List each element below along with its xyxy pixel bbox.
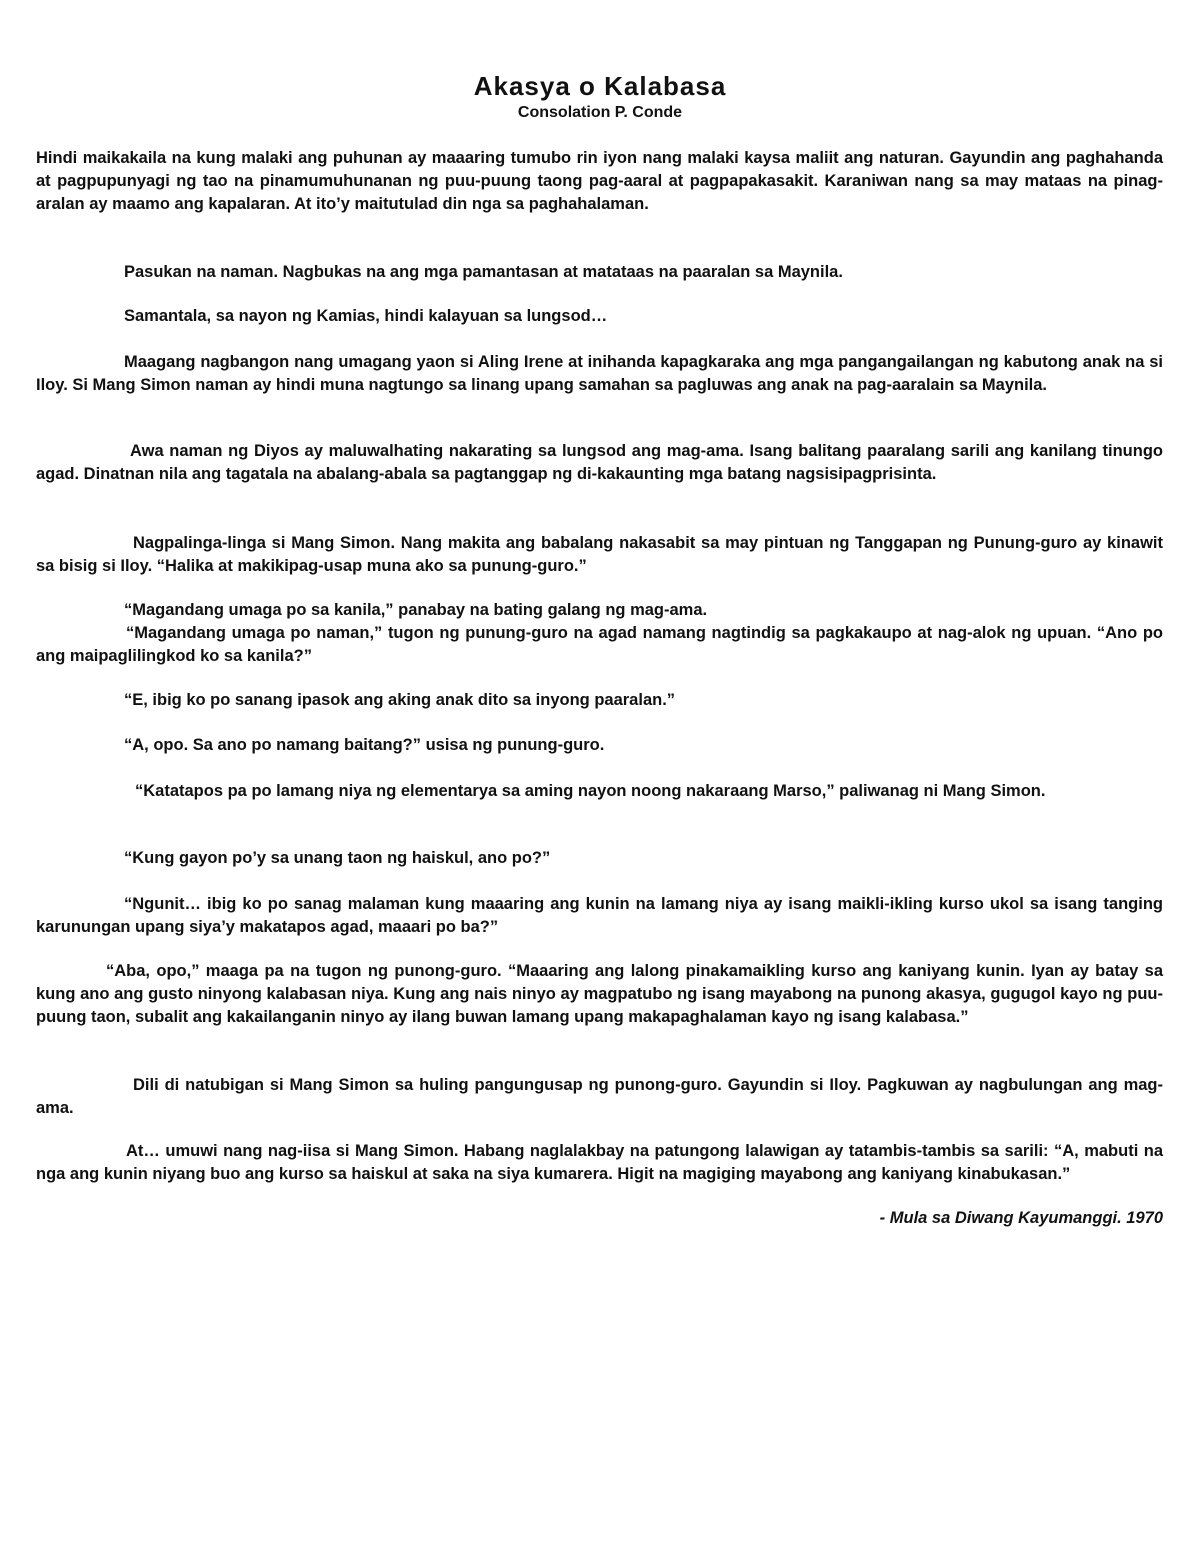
paragraph-12: “Kung gayon po’y sa unang taon ng haiskul, ano po?” <box>124 849 551 867</box>
paragraph-14: “Aba, opo,” maaga pa na tugon ng punong-guro. “Maaaring ang lalong pinakamaikling kurso ang kaniyang kunin. Iyan ay batay sa kung ano ang gusto ninyong kalabasan niya. Kung ang nais ninyo ay magpatubo ng isang mayabong na punong akasya, gugugol kayo ng puu-puung taon, subalit ang kakailanganin ninyo ay ilang buwan lamang upang makapaghalaman kayo ng isang kalabasa.” <box>36 962 1163 1026</box>
paragraph-1: Hindi maikakaila na kung malaki ang puhunan ay maaaring tumubo rin iyon nang malaki kaysa maliit ang naturan. Gayundin ang paghahanda at pagpupunyagi ng tao na pinamumuhunanan ng puu-puung taong pag-aaral at pagpapakasakit. Karaniwan nang sa may mataas na pinag-aralan ay maamo ang kapalaran. At ito’y maitutulad din nga sa paghahalaman. <box>36 149 1163 213</box>
paragraph-9: “E, ibig ko po sanang ipasok ang aking anak dito sa inyong paaralan.” <box>124 691 676 709</box>
document-author: Consolation P. Conde <box>517 104 683 121</box>
paragraph-16: At… umuwi nang nag-iisa si Mang Simon. Habang naglalakbay na patungong lalawigan ay tatambis-tambis sa sarili: “A, mabuti na nga ang kunin niyang buo ang kurso sa haiskul at saka na siya kumarera. Higit na magiging mayabong ang kaniyang kinabukasan.” <box>36 1142 1163 1183</box>
paragraph-6: Nagpalinga-linga si Mang Simon. Nang makita ang babalang nakasabit sa may pintuan ng Tanggapan ng Punung-guro ay kinawit sa bisig si Iloy. “Halika at makikipag-usap muna ako sa punung-guro.” <box>36 534 1163 575</box>
document-title: Akasya o Kalabasa <box>473 71 727 101</box>
paragraph-3: Samantala, sa nayon ng Kamias, hindi kalayuan sa lungsod… <box>124 307 608 325</box>
paragraph-11: “Katatapos pa po lamang niya ng elementarya sa aming nayon noong nakaraang Marso,” paliwanag ni Mang Simon. <box>135 782 1046 800</box>
paragraph-15: Dili di natubigan si Mang Simon sa huling pangungusap ng punong-guro. Gayundin si Iloy. Pagkuwan ay nagbulungan ang mag-ama. <box>36 1076 1163 1117</box>
paragraph-2: Pasukan na naman. Nagbukas na ang mga pamantasan at matataas na paaralan sa Maynila. <box>124 263 843 281</box>
paragraph-13: “Ngunit… ibig ko po sanag malaman kung maaaring ang kunin na lamang niya ay isang maikli-ikling kurso ukol sa isang tanging karunungan upang siya’y makatapos agad, maaari po ba?” <box>36 895 1163 936</box>
paragraph-5: Awa naman ng Diyos ay maluwalhating nakarating sa lungsod ang mag-ama. Isang balitang paaralang sarili ang kanilang tinungo agad. Dinatnan nila ang tagatala na abalang-abala sa pagtanggap ng di-kakaunting mga batang nagsisipagprisinta. <box>36 442 1163 483</box>
paragraph-7: “Magandang umaga po sa kanila,” panabay na bating galang ng mag-ama. <box>124 601 708 619</box>
source-attribution: - Mula sa Diwang Kayumanggi. 1970 <box>879 1209 1163 1227</box>
paragraph-4: Maagang nagbangon nang umagang yaon si Aling Irene at inihanda kapagkaraka ang mga pangangailangan ng kabutong anak na si Iloy. Si Mang Simon naman ay hindi muna nagtungo sa linang upang samahan sa pagluwas ang anak na pag-aaralain sa Maynila. <box>36 353 1163 394</box>
paragraph-10: “A, opo. Sa ano po namang baitang?” usisa ng punung-guro. <box>124 736 605 754</box>
paragraph-8: “Magandang umaga po naman,” tugon ng punung-guro na agad namang nagtindig sa pagkakaupo at nag-alok ng upuan. “Ano po ang maipaglilingkod ko sa kanila?” <box>36 624 1163 665</box>
